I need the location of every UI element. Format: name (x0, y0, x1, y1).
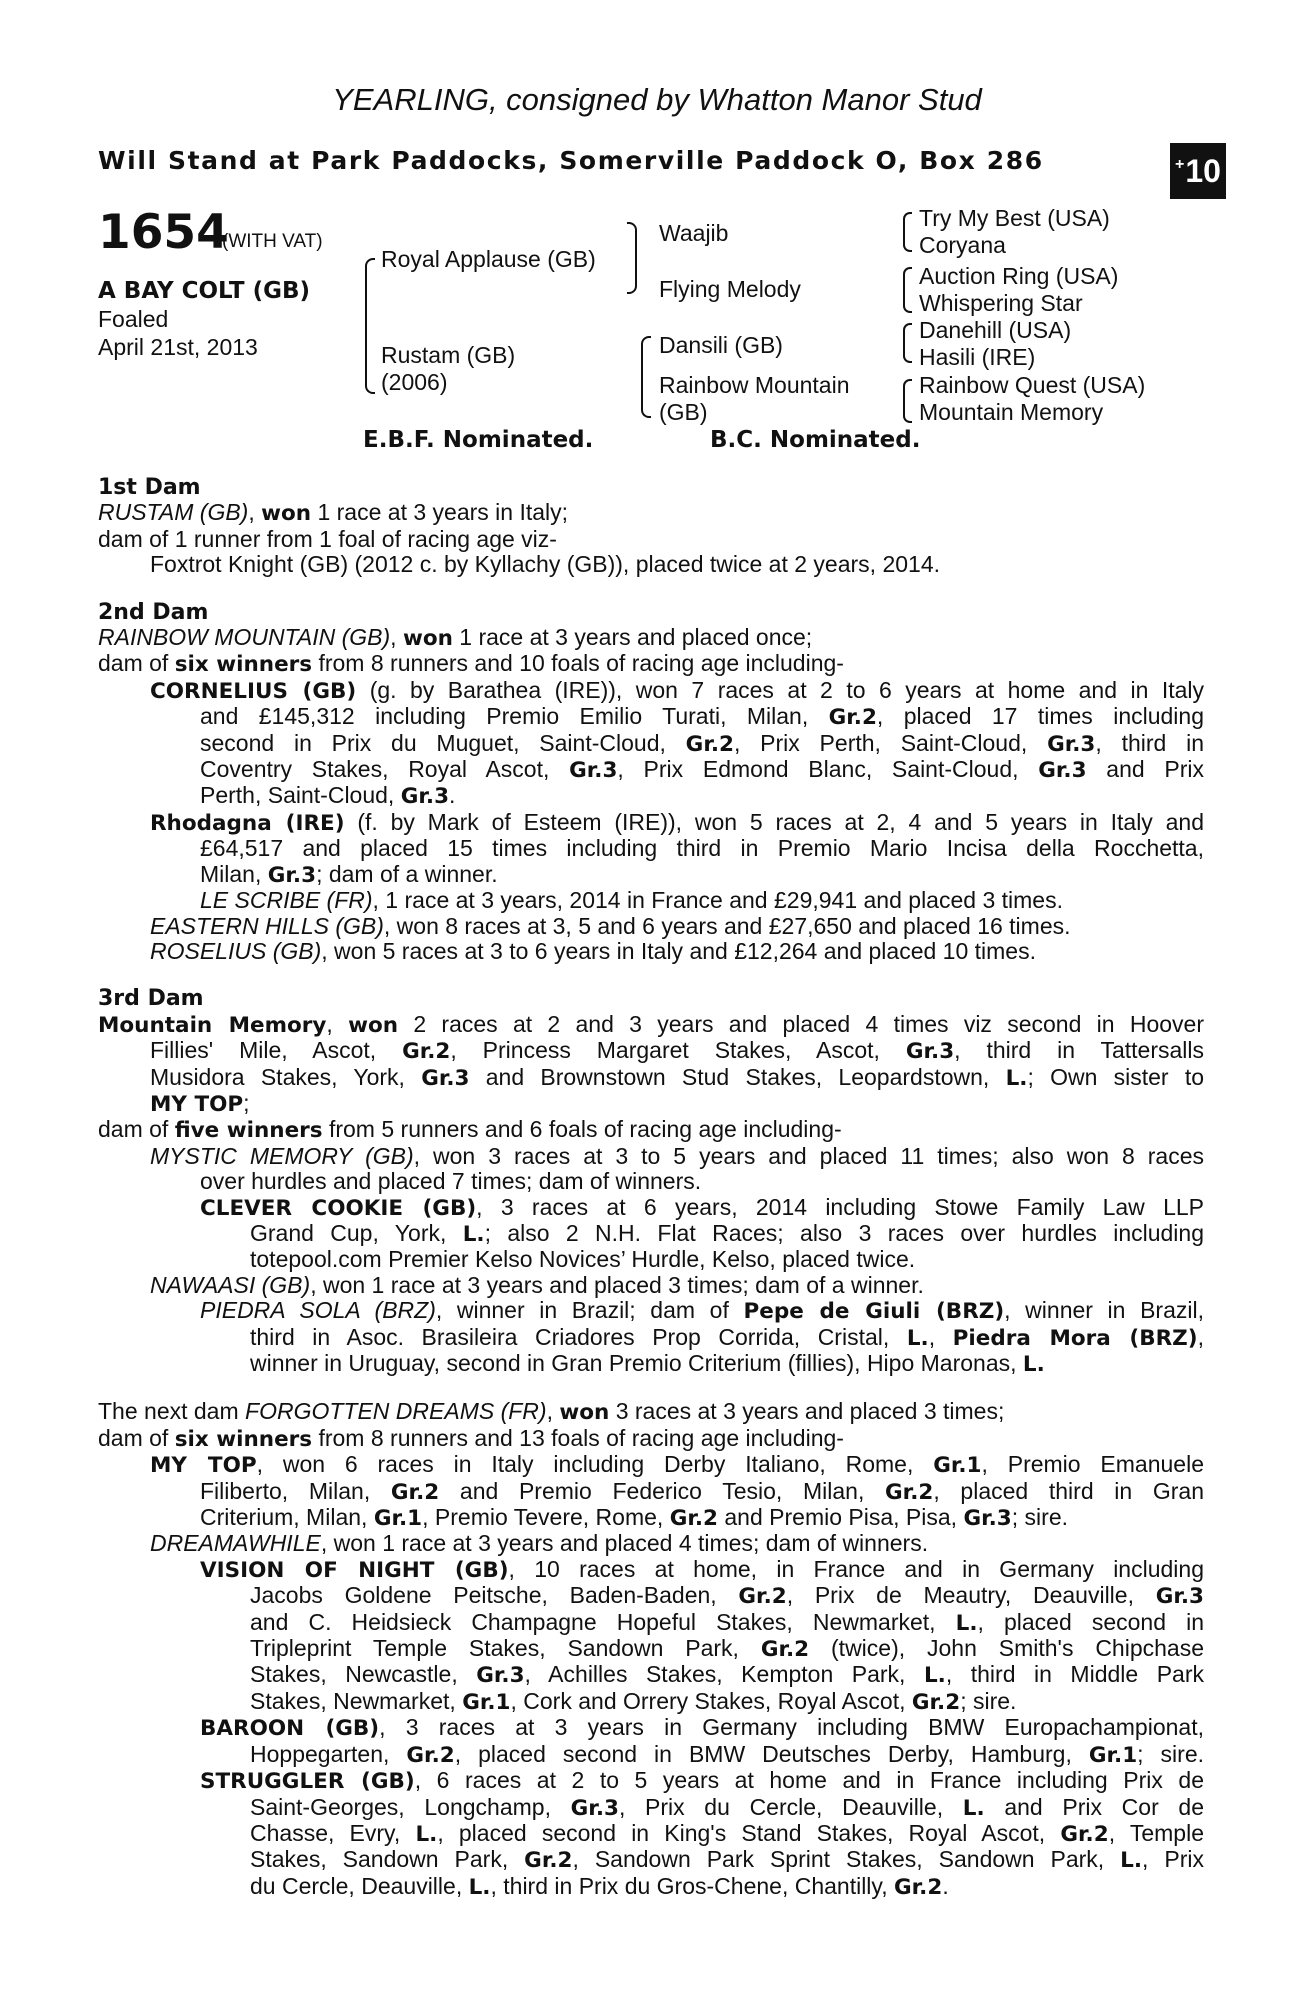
offspring-roselius: ROSELIUS (GB), won 5 races at 3 to 6 years in Italy and £12,264 and placed 10 times. (150, 937, 1036, 964)
third-dam-record-line: Musidora Stakes, York, Gr.3 and Brownstown Stud Stakes, Leopardstown, L.; Own sister to (150, 1063, 1204, 1091)
offspring-rhodagna-line: £64,517 and placed 15 times including third in Premio Mario Incisa della Rocchetta, (200, 835, 1204, 862)
pedigree-brace-2a (627, 222, 637, 294)
second-dam-heading: 2nd Dam (98, 599, 209, 625)
foal-entry: Foxtrot Knight (GB) (2012 c. by Kyllachy (GB)), placed twice at 2 years, 2014. (150, 551, 940, 578)
offspring-eastern-hills: EASTERN HILLS (GB), won 8 races at 3, 5 and 6 years and £27,650 and placed 16 times. (150, 912, 1071, 939)
dam: Rustam (GB) (381, 342, 516, 368)
plus-icon: + (1175, 156, 1185, 173)
offspring-struggler-line: du Cercle, Deauville, L., third in Prix du Gros-Chene, Chantilly, Gr.2. (250, 1872, 949, 1900)
offspring-mystic-memory-line: over hurdles and placed 7 times; dam of winners. (200, 1168, 702, 1195)
offspring-cornelius-line: second in Prix du Muguet, Saint-Cloud, Gr.2, Prix Perth, Saint-Cloud, Gr.3, third in (200, 729, 1204, 757)
offspring-vision-of-night-line: Stakes, Newcastle, Gr.3, Achilles Stakes, Kempton Park, L., third in Middle Park (250, 1661, 1204, 1689)
offspring-clever-cookie-line: Grand Cup, York, L.; also 2 N.H. Flat Races; also 3 races over hurdles including (250, 1219, 1204, 1247)
badge-number: 10 (1185, 152, 1221, 189)
lot-description: A BAY COLT (GB) (98, 278, 311, 304)
lot-number: 1654 (98, 205, 229, 260)
offspring-struggler-line: Saint-Georges, Longchamp, Gr.3, Prix du Cercle, Deauville, L. and Prix Cor de (250, 1793, 1204, 1821)
pedigree-brace-3a (903, 212, 912, 252)
next-dam-produce: dam of six winners from 8 runners and 13 foals of racing age including- (98, 1424, 844, 1452)
sire-sire: Waajib (659, 220, 729, 246)
first-dam-heading: 1st Dam (98, 475, 201, 500)
offspring-my-top-line: Criterium, Milan, Gr.1, Premio Tevere, Rome, Gr.2 and Premio Pisa, Pisa, Gr.3; sire. (200, 1504, 1068, 1532)
pedigree-brace-3d (903, 379, 912, 423)
ped-dds: Rainbow Quest (USA) (919, 372, 1146, 398)
lot-badge (1170, 143, 1226, 199)
third-dam-heading: 3rd Dam (98, 986, 204, 1012)
offspring-baroon-line: Hoppegarten, Gr.2, placed second in BMW Deutsches Derby, Hamburg, Gr.1; sire. (250, 1740, 1204, 1768)
offspring-my-top-line: Filiberto, Milan, Gr.2 and Premio Federico Tesio, Milan, Gr.2, placed third in Gran (200, 1477, 1204, 1505)
offspring-cornelius: CORNELIUS (GB) (g. by Barathea (IRE)), won 7 races at 2 to 6 years at home and in Italy (150, 676, 1205, 704)
third-dam-record: Mountain Memory, won 2 races at 2 and 3 years and placed 4 times viz second in Hoover (98, 1010, 1205, 1038)
third-dam-produce: dam of five winners from 5 runners and 6 foals of racing age including- (98, 1116, 842, 1144)
offspring-struggler-line: Chasse, Evry, L., placed second in King's Stand Stakes, Royal Ascot, Gr.2, Temple (250, 1819, 1204, 1847)
dam-year: (2006) (381, 369, 448, 395)
pedigree-brace-3b (903, 267, 912, 313)
offspring-clever-cookie: CLEVER COOKIE (GB), 3 races at 6 years, 2014 including Stowe Family Law LLP (200, 1193, 1204, 1221)
dam-dam-suffix: (GB) (659, 399, 708, 425)
ebf-nominated: E.B.F. Nominated. (363, 427, 594, 453)
offspring-mystic-memory: MYSTIC MEMORY (GB), won 3 races at 3 to 5 years and placed 11 times; also won 8 races (150, 1142, 1204, 1169)
produce-record (98, 475, 1204, 1900)
vat-label: (WITH VAT) (222, 231, 323, 252)
foaled-label: Foaled (98, 306, 169, 332)
offspring-cornelius-line: and £145,312 including Premio Emilio Turati, Milan, Gr.2, placed 17 times including (200, 703, 1204, 731)
dam-name: RUSTAM (GB) (98, 499, 249, 526)
bc-nominated: B.C. Nominated. (710, 427, 921, 453)
dam-dam: Rainbow Mountain (659, 372, 850, 398)
offspring-my-top: MY TOP, won 6 races in Italy including Derby Italiano, Rome, Gr.1, Premio Emanuele (150, 1451, 1204, 1479)
offspring-vision-of-night-line: Stakes, Newmarket, Gr.1, Cork and Orrery Stakes, Royal Ascot, Gr.2; sire. (250, 1687, 1017, 1715)
offspring-le-scribe: LE SCRIBE (FR), 1 race at 3 years, 2014 in France and £29,941 and placed 3 times. (200, 887, 1063, 914)
ped-dsd: Hasili (IRE) (919, 344, 1036, 370)
sire-dam: Flying Melody (659, 276, 801, 302)
ped-sdd: Whispering Star (919, 290, 1083, 316)
pedigree-brace-1 (365, 258, 375, 394)
page-title: YEARLING, consigned by Whatton Manor Stud (332, 82, 982, 117)
offspring-struggler: STRUGGLER (GB), 6 races at 2 to 5 years at home and in France including Prix de (200, 1767, 1204, 1795)
stand-location: Will Stand at Park Paddocks, Somerville Paddock O, Box 286 (98, 146, 1044, 175)
offspring-piedra-sola-line: third in Asoc. Brasileira Criadores Prop Corrida, Cristal, L., Piedra Mora (BRZ), (250, 1323, 1204, 1351)
second-dam-produce: dam of six winners from 8 runners and 10 foals of racing age including- (98, 650, 844, 678)
offspring-rhodagna: Rhodagna (IRE) (f. by Mark of Esteem (IRE)), won 5 races at 2, 4 and 5 years in Italy and (150, 808, 1204, 836)
won-label: won (261, 501, 312, 527)
next-dam-record: The next dam FORGOTTEN DREAMS (FR), won 3 races at 3 years and placed 3 times; (98, 1398, 1005, 1426)
third-dam-record-line: Fillies' Mile, Ascot, Gr.2, Princess Margaret Stakes, Ascot, Gr.3, third in Tattersalls (150, 1037, 1204, 1065)
first-dam-produce: dam of 1 runner from 1 foal of racing age viz- (98, 525, 557, 552)
ped-ssd: Coryana (919, 232, 1006, 258)
race-record: 1 race at 3 years in Italy; (311, 499, 569, 526)
ped-sds: Auction Ring (USA) (919, 263, 1119, 289)
dam-sire: Dansili (GB) (659, 332, 783, 358)
ped-dss: Danehill (USA) (919, 317, 1072, 343)
first-dam-record: RUSTAM (GB), won 1 race at 3 years in Italy; (98, 499, 569, 527)
offspring-vision-of-night-line: Tripleprint Temple Stakes, Sandown Park, Gr.2 (twice), John Smith's Chipchase (250, 1635, 1205, 1663)
second-dam-record: RAINBOW MOUNTAIN (GB), won 1 race at 3 years and placed once; (98, 624, 813, 652)
offspring-rhodagna-line: Milan, Gr.3; dam of a winner. (200, 860, 498, 888)
offspring-vision-of-night-line: Jacobs Goldene Peitsche, Baden-Baden, Gr.2, Prix de Meautry, Deauville, Gr.3 (250, 1582, 1205, 1610)
offspring-cornelius-line: Perth, Saint-Cloud, Gr.3. (200, 782, 456, 810)
offspring-vision-of-night-line: and C. Heidsieck Champagne Hopeful Stakes, Newmarket, L., placed second in (250, 1608, 1204, 1636)
sire: Royal Applause (GB) (381, 246, 596, 272)
offspring-struggler-line: Stakes, Sandown Park, Gr.2, Sandown Park Sprint Stakes, Sandown Park, L., Prix (250, 1846, 1205, 1874)
offspring-dreamawhile: DREAMAWHILE, won 1 race at 3 years and placed 4 times; dam of winners. (150, 1530, 929, 1557)
offspring-nawaasi: NAWAASI (GB), won 1 race at 3 years and placed 3 times; dam of a winner. (150, 1271, 924, 1298)
pedigree-brace-2b (641, 336, 651, 418)
offspring-vision-of-night: VISION OF NIGHT (GB), 10 races at home, in France and in Germany including (200, 1555, 1204, 1583)
offspring-cornelius-line: Coventry Stakes, Royal Ascot, Gr.3, Prix Edmond Blanc, Saint-Cloud, Gr.3 and Prix (200, 756, 1204, 784)
offspring-baroon: BAROON (GB), 3 races at 3 years in Germany including BMW Europachampionat, (200, 1714, 1204, 1742)
third-dam-record-line: MY TOP; (150, 1089, 250, 1117)
offspring-clever-cookie-line: totepool.com Premier Kelso Novices’ Hurdle, Kelso, placed twice. (250, 1246, 916, 1273)
ped-sss: Try My Best (USA) (919, 205, 1110, 231)
foaled-date: April 21st, 2013 (98, 334, 258, 360)
offspring-piedra-sola-line: winner in Uruguay, second in Gran Premio Criterium (fillies), Hipo Maronas, L. (250, 1350, 1045, 1377)
offspring-piedra-sola: PIEDRA SOLA (BRZ), winner in Brazil; dam of Pepe de Giuli (BRZ), winner in Brazil, (200, 1297, 1204, 1325)
ped-ddd: Mountain Memory (919, 399, 1104, 425)
pedigree-brace-3c (903, 323, 912, 363)
